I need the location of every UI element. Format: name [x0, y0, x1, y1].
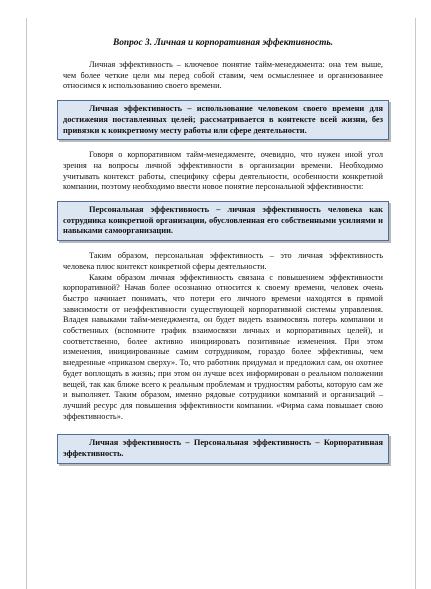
definition-box-individual-effectiveness: Персональная эффективность – личная эффективность человека как сотрудника конкретной организации, обусловленная его собственными усилиями и навыками самоорганизации.	[57, 201, 389, 241]
paragraph-personal-effectiveness: Личная эффективность – ключевое понятие тайм-менеджмента: она тем выше, чем более четкие цели мы перед собой ставим, чем осмысленнее и организованнее относимся к использованию своего времени.	[63, 60, 383, 91]
document-page	[26, 18, 416, 589]
section-title: Вопрос 3. Личная и корпоративная эффективность.	[112, 38, 334, 48]
definition-box-chain: Личная эффективность – Персональная эффективность – Корпоративная эффективность.	[57, 434, 389, 463]
page-content	[63, 38, 383, 464]
paragraph-summary: Таким образом, персональная эффективность – это личная эффективность человека плюс контекст конкретной сферы деятельности.	[63, 251, 383, 271]
paragraph-corporate-link: Каким образом личная эффективность связана с повышением эффективности корпоративной? Начав более осознанно относится к своему времени, человек очень быстро начинает понимать, что потери его личного времени находятся в прямой зависимости от неэффективности существующей корпоративной системы управления. Владея навыками тайм-менеджмента, он будет видеть взаимосвязь потерь компании и собственных (вспомните график взаимосвязи личных и корпоративных целей), и соответственно, более активно инициировать позитивные изменения. При этом изменения, инициированные самим сотрудником, гораздо более эффективны, чем внедренные «приказом сверху». То, что работник придумал и предложил сам, он охотнее будет воплощать в жизнь; при этом он лучше всех информирован о реальном положении вещей, так как ближе всего к реальным проблемам и трудностям работы, которую сам же и выполняет. Таким образом, именно рядовые сотрудники компаний и организаций – лучший ресурс для повышения эффективности компании. «Фирма сама повышает свою эффективность».	[63, 272, 383, 421]
definition-box-personal-effectiveness: Личная эффективность – использование человеком своего времени для достижения поставленных целей; рассматривается в контексте всей жизни, без привязки к конкретному месту работы или сфере деятельности.	[57, 100, 389, 140]
paragraph-corporate-time-management: Говоря о корпоративном тайм-менеджменте, очевидно, что нужен иной угол зрения на вопросы личной эффективности в организации времени. Необходимо учитывать контекст работы, специфику сферы деятельности, особенности конкретной компании, поэтому необходимо ввести новое понятие персональной эффективности:	[63, 150, 383, 192]
